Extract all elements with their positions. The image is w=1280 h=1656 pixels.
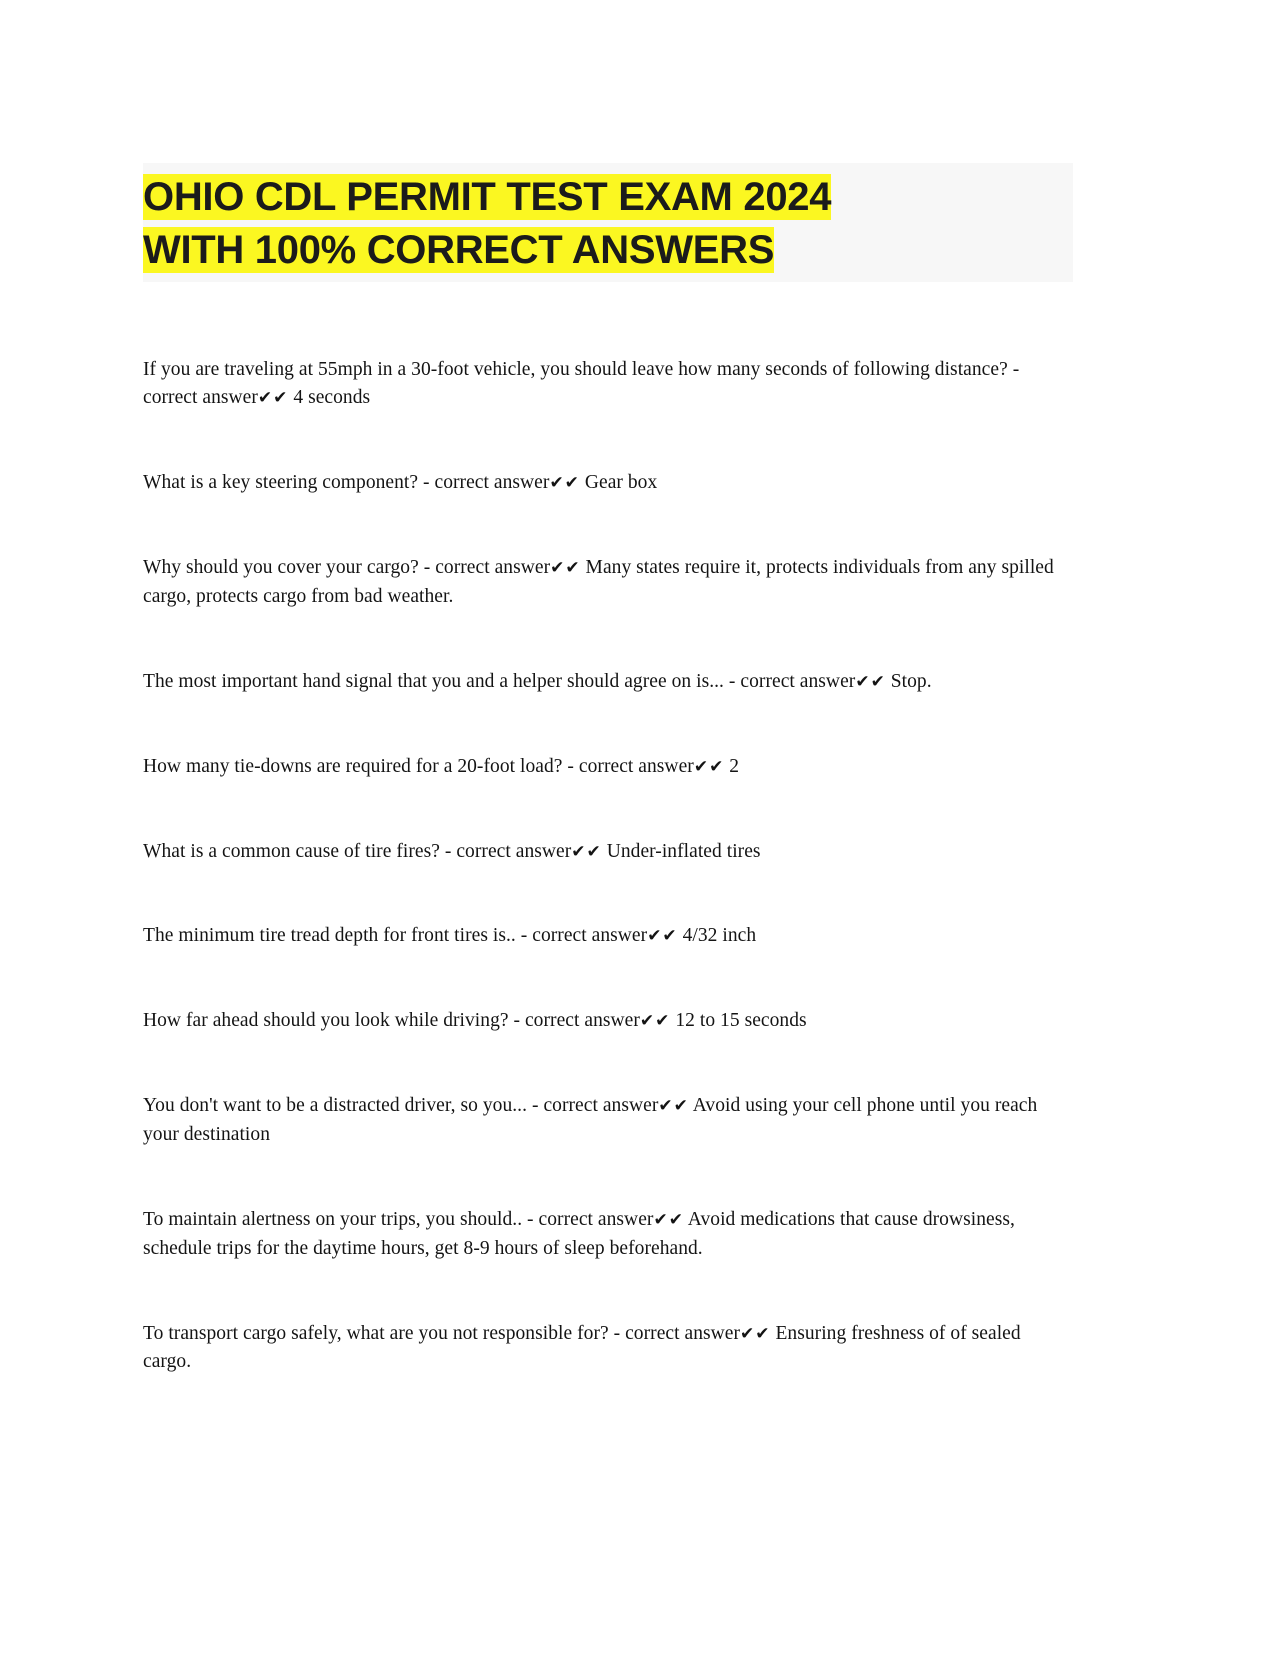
qa-answer: Avoid using your cell phone until you reach your destination: [143, 1095, 1038, 1145]
double-check-icon: ✔✔: [855, 671, 886, 692]
qa-item: [143, 922, 1073, 951]
qa-separator: - correct answer: [562, 755, 694, 777]
qa-answer: 4 seconds: [288, 387, 371, 409]
qa-question: The minimum tire tread depth for front tires is..: [143, 925, 516, 947]
qa-separator: - correct answer: [439, 840, 572, 862]
double-check-icon: ✔✔: [571, 841, 602, 862]
qa-separator: - correct answer: [143, 358, 1020, 409]
qa-question: How many tie-downs are required for a 20-foot load?: [143, 755, 563, 777]
qa-item: [143, 1007, 1073, 1036]
qa-answer: 12 to 15 seconds: [670, 1010, 807, 1032]
qa-answer: Ensuring freshness of of sealed cargo.: [143, 1322, 1021, 1373]
qa-question: To maintain alertness on your trips, you should..: [143, 1208, 523, 1230]
qa-answer: 2: [724, 755, 740, 777]
question-answer-list: [143, 336, 1073, 1377]
double-check-icon: ✔✔: [653, 1209, 684, 1230]
double-check-icon: ✔✔: [549, 473, 580, 494]
qa-separator: - correct answer: [527, 1095, 659, 1117]
qa-question: What is a key steering component?: [143, 472, 419, 494]
qa-question: The most important hand signal that you and a helper should agree on is...: [143, 670, 724, 692]
qa-item: [143, 469, 1073, 498]
qa-separator: - correct answer: [724, 670, 856, 692]
qa-answer: Gear box: [579, 472, 658, 494]
qa-question: Why should you cover your cargo?: [143, 557, 419, 579]
double-check-icon: ✔✔: [658, 1096, 689, 1117]
qa-question: What is a common cause of tire fires?: [143, 840, 440, 862]
qa-question: To transport cargo safely, what are you not responsible for?: [143, 1322, 609, 1344]
qa-separator: - correct answer: [418, 557, 551, 579]
qa-item: [143, 1320, 1073, 1378]
qa-separator: - correct answer: [515, 925, 648, 947]
double-check-icon: ✔✔: [550, 558, 581, 579]
qa-question: How far ahead should you look while driving?: [143, 1010, 509, 1032]
double-check-icon: ✔✔: [693, 756, 725, 777]
page-title-line-1: OHIO CDL PERMIT TEST EXAM 2024: [143, 174, 832, 219]
qa-separator: - correct answer: [508, 1010, 640, 1032]
qa-item: [143, 753, 1073, 782]
double-check-icon: ✔✔: [639, 1011, 671, 1032]
double-check-icon: ✔✔: [740, 1323, 771, 1344]
qa-question: You don't want to be a distracted driver, so you...: [143, 1095, 528, 1117]
page-title: [143, 163, 1073, 283]
qa-item: [143, 668, 1073, 697]
qa-separator: - correct answer: [608, 1322, 741, 1344]
qa-question: If you are traveling at 55mph in a 30-foot vehicle, you should leave how many seconds of following distance?: [143, 358, 1008, 380]
qa-answer: Many states require it, protects individuals from any spilled cargo, protects cargo from bad weather.: [143, 557, 1054, 607]
qa-answer: Stop.: [885, 670, 932, 692]
qa-item: [143, 1206, 1073, 1264]
qa-item: [143, 1092, 1073, 1150]
qa-item: [143, 554, 1073, 612]
qa-separator: - correct answer: [522, 1208, 654, 1230]
qa-answer: 4/32 inch: [677, 925, 757, 947]
double-check-icon: ✔✔: [647, 926, 678, 947]
qa-answer: Under-inflated tires: [601, 840, 761, 862]
double-check-icon: ✔✔: [257, 388, 289, 409]
qa-separator: - correct answer: [418, 472, 550, 494]
qa-answer: Avoid medications that cause drowsiness, schedule trips for the daytime hours, get 8-9 hours of sleep beforehand.: [143, 1208, 1015, 1259]
page-title-line-2: WITH 100% CORRECT ANSWERS: [143, 227, 775, 272]
qa-item: [143, 838, 1073, 867]
qa-item: [143, 356, 1073, 414]
